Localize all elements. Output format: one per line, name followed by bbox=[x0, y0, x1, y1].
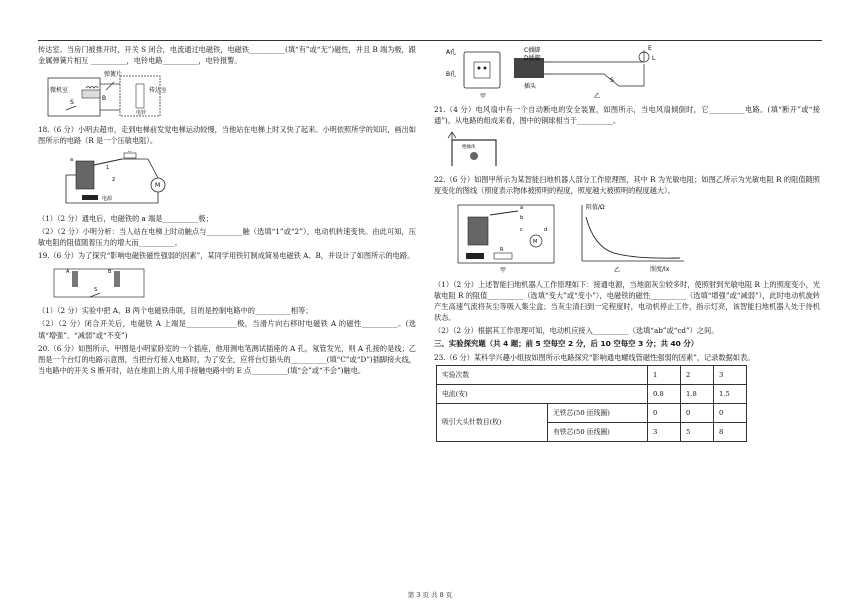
fig1-s: S bbox=[70, 99, 74, 107]
q22-sub1: （1）（2 分）上述智能扫地机器人工作原理如下：接通电源，当地面灰尘较多时，使照射到光敏电阻 R 上的照度变小，光敏电阻 R 的阻值__________（选填“变大”或“变小”），电磁铁的磁性__________（选填“增强”或“减弱”），此时电动机旋转产生高速气流将灰尘等吸入集尘盒；当灰尘清扫到一定程度时，电动机停止工作，指示灯亮，该智能扫地机器人处于待机状态。 bbox=[434, 279, 820, 323]
table-cell: 3 bbox=[648, 423, 681, 442]
fig6-d: d bbox=[544, 226, 548, 233]
fig6-ylabel: 阻值/Ω bbox=[586, 203, 605, 211]
table-cell: 2 bbox=[681, 366, 714, 385]
fig2-1: 1 bbox=[106, 164, 110, 171]
figure-door-alarm bbox=[46, 70, 166, 120]
table-cell: 0.8 bbox=[648, 385, 681, 404]
figure-robot bbox=[454, 201, 694, 275]
table-cell: 1.8 bbox=[681, 385, 714, 404]
fig2-m: M bbox=[155, 181, 161, 189]
table-cell: 0 bbox=[681, 404, 714, 423]
fig4-d-pin: D插脚 bbox=[524, 55, 541, 62]
table-cell: 8 bbox=[714, 423, 747, 442]
q20-stem: 20.（6 分）如图所示，甲图是小明家卧室的一个插座，他用测电笔测试插座的 A 孔，氖管发光，则 A 孔接的是线；乙图是一个台灯的电路示意图，当把台灯接入电路时，为了安全，应将台灯插头的__________(填“C”或“D”)插脚接火线，当电路中的开关 S 断开时，站在地面上的人用手接触电路中的 E 点__________(填“会”或“不会”)触电。 bbox=[38, 343, 416, 376]
door-alarm-circuit bbox=[46, 70, 166, 120]
q21-stem: 21.（4 分）电风扇中有一个自动断电的安全装置，如图所示，当电风扇倾倒时，它__________电路。(填“断开”或“接通”)。从电路的组成来看，图中的铜球相当于__________。 bbox=[434, 105, 820, 126]
fig1-room2: 传达室 bbox=[149, 87, 166, 95]
q22-sub2: （2）（2 分）根据其工作原理可知，电动机应接入__________（选填“ab”或“cd”）之间。 bbox=[434, 326, 719, 336]
table-cell: 无铁芯(50 匝线圈) bbox=[548, 404, 648, 423]
table-cell: 吸引大头针数目(枚) bbox=[437, 404, 548, 442]
q19-sub1: （1）（2 分）实验中把 A、B 两个电磁铁串联，目的是控制电路中的__________相等； bbox=[38, 306, 313, 316]
fig4-yi: 乙 bbox=[594, 93, 601, 100]
right-column bbox=[434, 44, 820, 442]
figure-socket-lamp bbox=[444, 44, 664, 100]
fig1-spring: 弹簧片 bbox=[104, 71, 123, 79]
header-rule bbox=[38, 40, 822, 41]
electromagnet-circuit bbox=[50, 265, 150, 301]
data-table bbox=[436, 365, 747, 442]
figure-elevator bbox=[62, 151, 182, 209]
fig1-b: B bbox=[102, 95, 107, 103]
fig2-r: R bbox=[128, 150, 132, 154]
fig6-xlabel: 照度/lx bbox=[650, 265, 670, 273]
fig4-jia: 甲 bbox=[480, 93, 487, 100]
fig3-s: S bbox=[94, 287, 98, 294]
q23-stem: 23.（6 分）某科学兴趣小组按如图所示电路探究“影响通电螺线管磁性强弱的因素”，记录数据如表。 bbox=[434, 352, 755, 362]
q18-sub1: （1）（2 分）通电后，电磁铁的 a 端是__________极； bbox=[38, 213, 213, 223]
fig6-yi: 乙 bbox=[614, 266, 621, 274]
fig4-l: L bbox=[652, 55, 656, 62]
table-cell: 实验次数 bbox=[437, 366, 648, 385]
fan-switch-diagram bbox=[444, 130, 504, 170]
fig4-a-hole: A孔 bbox=[446, 49, 457, 56]
fig2-a: a bbox=[70, 156, 74, 163]
table-cell: 0 bbox=[714, 404, 747, 423]
section-3-heading: 三、实验探究题（共 4 题；前 5 空每空 2 分，后 10 空每空 3 分；共 40 分） bbox=[434, 339, 699, 349]
fig6-a: a bbox=[520, 204, 524, 211]
fig4-s: S bbox=[610, 77, 614, 84]
robot-circuit-graph bbox=[454, 201, 694, 275]
q17-continuation: 传达室。当房门被推开时，开关 S 闭合，电流通过电磁铁，电磁铁__________(填“有”或“无”)磁性，并且 B 端为极，跟金属弹簧片相互 __________，电铃电路__________，电铃报警。 bbox=[38, 45, 416, 66]
table-cell: 1 bbox=[648, 366, 681, 385]
figure-fan-switch bbox=[444, 130, 504, 170]
fig1-room1: 微机室 bbox=[50, 87, 69, 95]
fig6-m: M bbox=[533, 238, 538, 245]
table-cell: 电流(安) bbox=[437, 385, 648, 404]
fig5-label: 绝缘体 bbox=[462, 145, 476, 151]
q18-stem: 18.（6 分）小明去超市，走到电梯前发觉电梯运动较慢，当他站在电梯上时又快了起来。小明依照所学的知识，画出如图所示的电路（R 是一个压敏电阻）。 bbox=[38, 125, 416, 146]
fig2-src: 电源 bbox=[102, 195, 113, 202]
fig6-c: c bbox=[520, 226, 523, 233]
table-cell: 3 bbox=[714, 366, 747, 385]
left-column bbox=[38, 44, 416, 378]
fig1-bell: 电铃 bbox=[136, 110, 147, 117]
page-footer: 第 3 页 共 8 页 bbox=[407, 591, 453, 599]
fig6-r: R bbox=[500, 246, 504, 253]
fig4-c-pin: C插脚 bbox=[524, 47, 541, 54]
q22-stem: 22.（6 分）如图甲所示为某智能扫地机器人部分工作原理图，其中 R 为光敏电阻；如图乙所示为光敏电阻 R 的阻值随照度变化的图线（照度表示物体被照明的程度，照度越大被照明的程度越大）。 bbox=[434, 175, 820, 196]
fig6-jia: 甲 bbox=[500, 266, 507, 274]
table-row bbox=[437, 385, 747, 404]
fig6-b: b bbox=[520, 214, 524, 221]
fig2-2: 2 bbox=[112, 176, 116, 183]
socket-lamp-diagram bbox=[444, 44, 664, 100]
q19-sub2: （2）（2 分）闭合开关后，电磁铁 A 上端是______________极，当滑片向右移时电磁铁 A 的磁性__________。(选填“增强”、“减弱”或“不变”) bbox=[38, 319, 416, 340]
fig4-plug: 插头 bbox=[524, 83, 537, 90]
table-cell: 有铁芯(50 匝线圈) bbox=[548, 423, 648, 442]
table-cell: 5 bbox=[681, 423, 714, 442]
figure-electromagnets bbox=[50, 265, 150, 301]
q18-sub2: （2）（2 分）小明分析：当人站在电梯上时动触点与__________触（选填“1”或“2”），电动机转速变快。由此可知，压敏电阻的阻值随着压力的增大而__________。 bbox=[38, 226, 416, 247]
fig4-b-hole: B孔 bbox=[446, 71, 457, 78]
fig3-a: A bbox=[66, 269, 70, 276]
table-cell: 1.5 bbox=[714, 385, 747, 404]
fig4-e: E bbox=[648, 45, 652, 52]
fig3-b: B bbox=[108, 269, 112, 276]
elevator-circuit bbox=[62, 151, 182, 209]
table-cell: 0 bbox=[648, 404, 681, 423]
table-row bbox=[437, 404, 747, 423]
table-row bbox=[437, 366, 747, 385]
q19-stem: 19.（6 分）为了探究“影响电磁铁磁性强弱的因素”，某同学用铁钉制成简易电磁铁 A、B，并设计了如图所示的电路。 bbox=[38, 251, 415, 261]
